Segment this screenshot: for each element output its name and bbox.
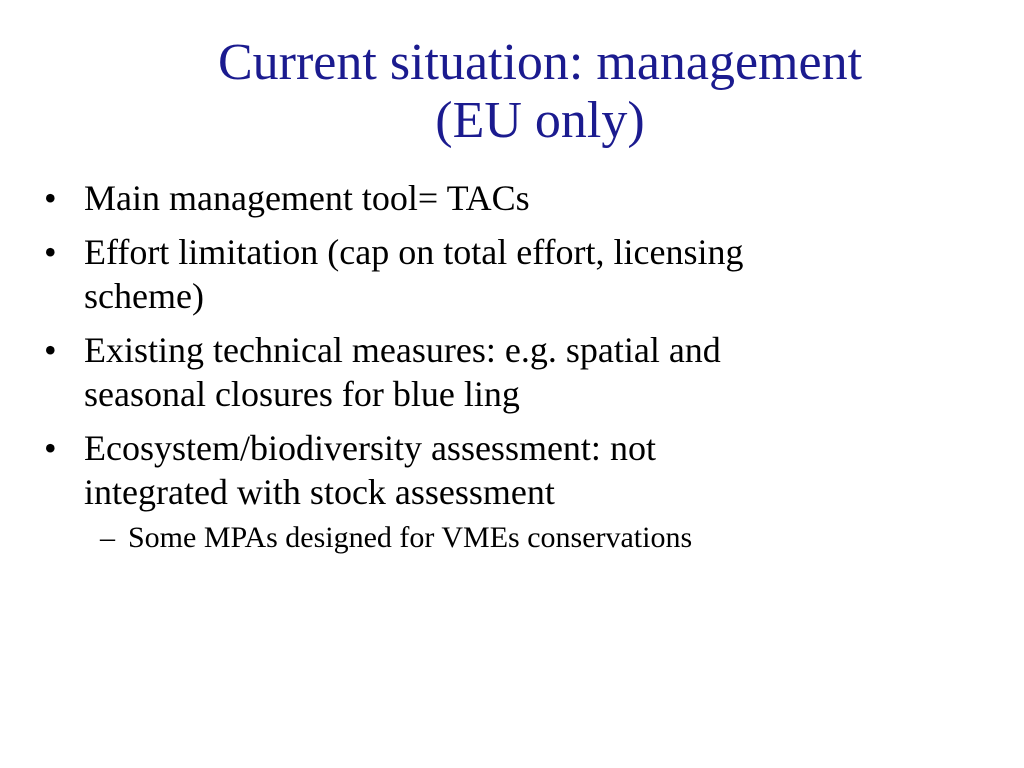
bullet-text: Ecosystem/biodiversity assessment: not — [84, 428, 656, 468]
slide-title-line-1: Current situation: management — [217, 34, 863, 91]
bullet-item-1 — [44, 176, 1004, 220]
bullet-text: Effort limitation (cap on total effort, licensing — [84, 232, 744, 272]
bullet-marker: • — [44, 232, 57, 272]
bullet-item-2 — [44, 230, 1004, 318]
bullet-text-continued: seasonal closures for blue ling — [84, 374, 520, 414]
bullet-marker: • — [44, 428, 57, 468]
bullet-text-continued: scheme) — [84, 276, 204, 316]
bullet-text: Existing technical measures: e.g. spatial and — [84, 330, 721, 370]
sub-bullet-text: Some MPAs designed for VMEs conservations — [128, 521, 693, 554]
slide-title-line-2: (EU only) — [435, 92, 645, 149]
bullet-text: Main management tool= TACs — [84, 178, 530, 218]
slide-title — [60, 34, 1020, 150]
sub-bullet-marker: – — [100, 521, 115, 554]
sub-bullet-item-1 — [44, 520, 1004, 556]
bullet-marker: • — [44, 178, 57, 218]
bullet-item-3 — [44, 328, 1004, 416]
bullet-item-4 — [44, 426, 1004, 514]
bullet-marker: • — [44, 330, 57, 370]
bullet-text-continued: integrated with stock assessment — [84, 472, 555, 512]
bullet-list — [44, 176, 1004, 556]
